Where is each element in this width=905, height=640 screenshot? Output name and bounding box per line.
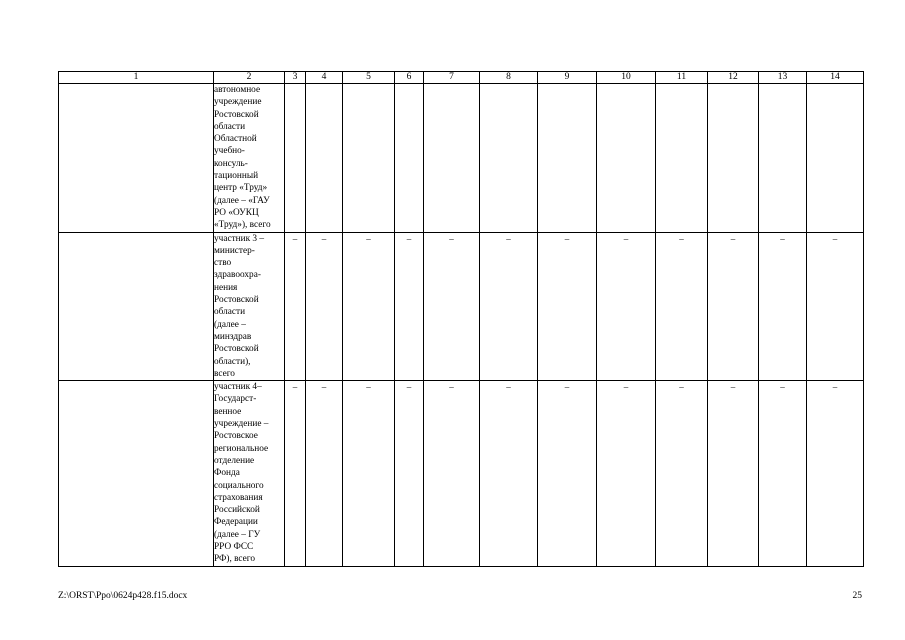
value-cell-col14: –: [807, 381, 864, 566]
participant-name-line: региональное: [214, 443, 269, 454]
column-header-13: 13: [759, 72, 807, 84]
value-cell-col12: [708, 84, 759, 233]
participant-name-line: консуль-: [214, 158, 248, 169]
value-cell-col11: –: [656, 381, 708, 566]
value-cell-col9: –: [538, 381, 597, 566]
column-header-12: 12: [708, 72, 759, 84]
participant-name-line: венное: [214, 406, 242, 417]
participant-name-line: (далее – ГУ: [214, 529, 261, 540]
participant-name-line: учебно-: [214, 146, 245, 157]
participant-name-line: социального: [214, 480, 264, 491]
header-row: [59, 72, 864, 84]
participant-name-line: РРО ФСС: [214, 541, 254, 552]
participant-name-line: отделение: [214, 455, 255, 466]
cell-col1: [59, 232, 214, 381]
participant-name-line: РО «ОУКЦ: [214, 207, 259, 218]
page-number: 25: [852, 591, 862, 601]
participant-name-line: учреждение –: [214, 419, 269, 430]
value-cell-col3: –: [285, 232, 306, 381]
value-cell-col12: –: [708, 232, 759, 381]
participant-name-line: Ростовское: [214, 431, 258, 442]
participant-name-cell: [214, 232, 285, 381]
column-header-5: 5: [343, 72, 395, 84]
participant-name-line: (далее –: [214, 319, 246, 330]
column-header-14: 14: [807, 72, 864, 84]
participant-name-line: Ростовской: [214, 109, 259, 120]
participant-name-line: страхования: [214, 492, 263, 503]
table-row: [59, 232, 864, 381]
participant-name-line: участник 3 –: [214, 233, 265, 244]
value-cell-col7: [424, 84, 480, 233]
value-cell-col10: –: [597, 232, 656, 381]
value-cell-col6: –: [395, 232, 424, 381]
value-cell-col10: [597, 84, 656, 233]
value-cell-col8: –: [480, 232, 538, 381]
budget-table: [58, 71, 864, 567]
participant-name-line: «Труд»), всего: [214, 220, 271, 231]
participant-name-line: Фонда: [214, 468, 240, 479]
value-cell-col4: –: [306, 381, 343, 566]
participant-name-line: области),: [214, 356, 251, 367]
participant-name-line: Ростовской: [214, 344, 259, 355]
value-cell-col9: –: [538, 232, 597, 381]
value-cell-col5: –: [343, 381, 395, 566]
value-cell-col3: [285, 84, 306, 233]
column-header-7: 7: [424, 72, 480, 84]
column-header-3: 3: [285, 72, 306, 84]
participant-name-line: центр «Труд»: [214, 183, 268, 194]
value-cell-col8: –: [480, 381, 538, 566]
participant-name-cell: [214, 84, 285, 233]
participant-name-line: тационный: [214, 171, 259, 182]
value-cell-col11: –: [656, 232, 708, 381]
value-cell-col10: –: [597, 381, 656, 566]
value-cell-col4: [306, 84, 343, 233]
value-cell-col13: [759, 84, 807, 233]
participant-name-line: здравоохра-: [214, 270, 261, 281]
file-path: Z:\ORST\Ppo\0624p428.f15.docx: [58, 591, 188, 601]
value-cell-col14: [807, 84, 864, 233]
value-cell-col13: –: [759, 381, 807, 566]
participant-name-line: Государст-: [214, 394, 257, 405]
column-header-2: 2: [214, 72, 285, 84]
value-cell-col9: [538, 84, 597, 233]
column-header-1: 1: [59, 72, 214, 84]
participant-name-line: учреждение: [214, 97, 262, 108]
value-cell-col13: –: [759, 232, 807, 381]
participant-name-line: ство: [214, 258, 232, 269]
participant-name-line: Российской: [214, 505, 260, 516]
participant-name-line: министер-: [214, 245, 255, 256]
column-header-8: 8: [480, 72, 538, 84]
participant-name-line: области: [214, 307, 246, 318]
cell-col1: [59, 381, 214, 566]
participant-name-line: Ростовской: [214, 295, 259, 306]
participant-name-line: автономное: [214, 85, 261, 95]
column-header-6: 6: [395, 72, 424, 84]
value-cell-col5: –: [343, 232, 395, 381]
table-row: [59, 381, 864, 566]
column-header-9: 9: [538, 72, 597, 84]
participant-name-line: РФ), всего: [214, 554, 256, 565]
value-cell-col7: –: [424, 381, 480, 566]
value-cell-col4: –: [306, 232, 343, 381]
participant-name-line: области: [214, 121, 246, 132]
value-cell-col3: –: [285, 381, 306, 566]
value-cell-col7: –: [424, 232, 480, 381]
column-header-4: 4: [306, 72, 343, 84]
value-cell-col6: [395, 84, 424, 233]
value-cell-col14: –: [807, 232, 864, 381]
participant-name-line: участник 4–: [214, 382, 262, 393]
value-cell-col11: [656, 84, 708, 233]
value-cell-col5: [343, 84, 395, 233]
participant-name-line: всего: [214, 368, 235, 379]
participant-name-line: нения: [214, 282, 238, 293]
participant-name-line: Федерации: [214, 517, 258, 528]
table-body: [59, 84, 864, 567]
participant-name-line: (далее – «ГАУ: [214, 195, 270, 206]
value-cell-col8: [480, 84, 538, 233]
table-row: [59, 84, 864, 233]
column-header-11: 11: [656, 72, 708, 84]
column-header-10: 10: [597, 72, 656, 84]
value-cell-col6: –: [395, 381, 424, 566]
participant-name-line: минздрав: [214, 331, 252, 342]
participant-name-line: Областной: [214, 134, 257, 145]
participant-name-cell: [214, 381, 285, 566]
cell-col1: [59, 84, 214, 233]
value-cell-col12: –: [708, 381, 759, 566]
